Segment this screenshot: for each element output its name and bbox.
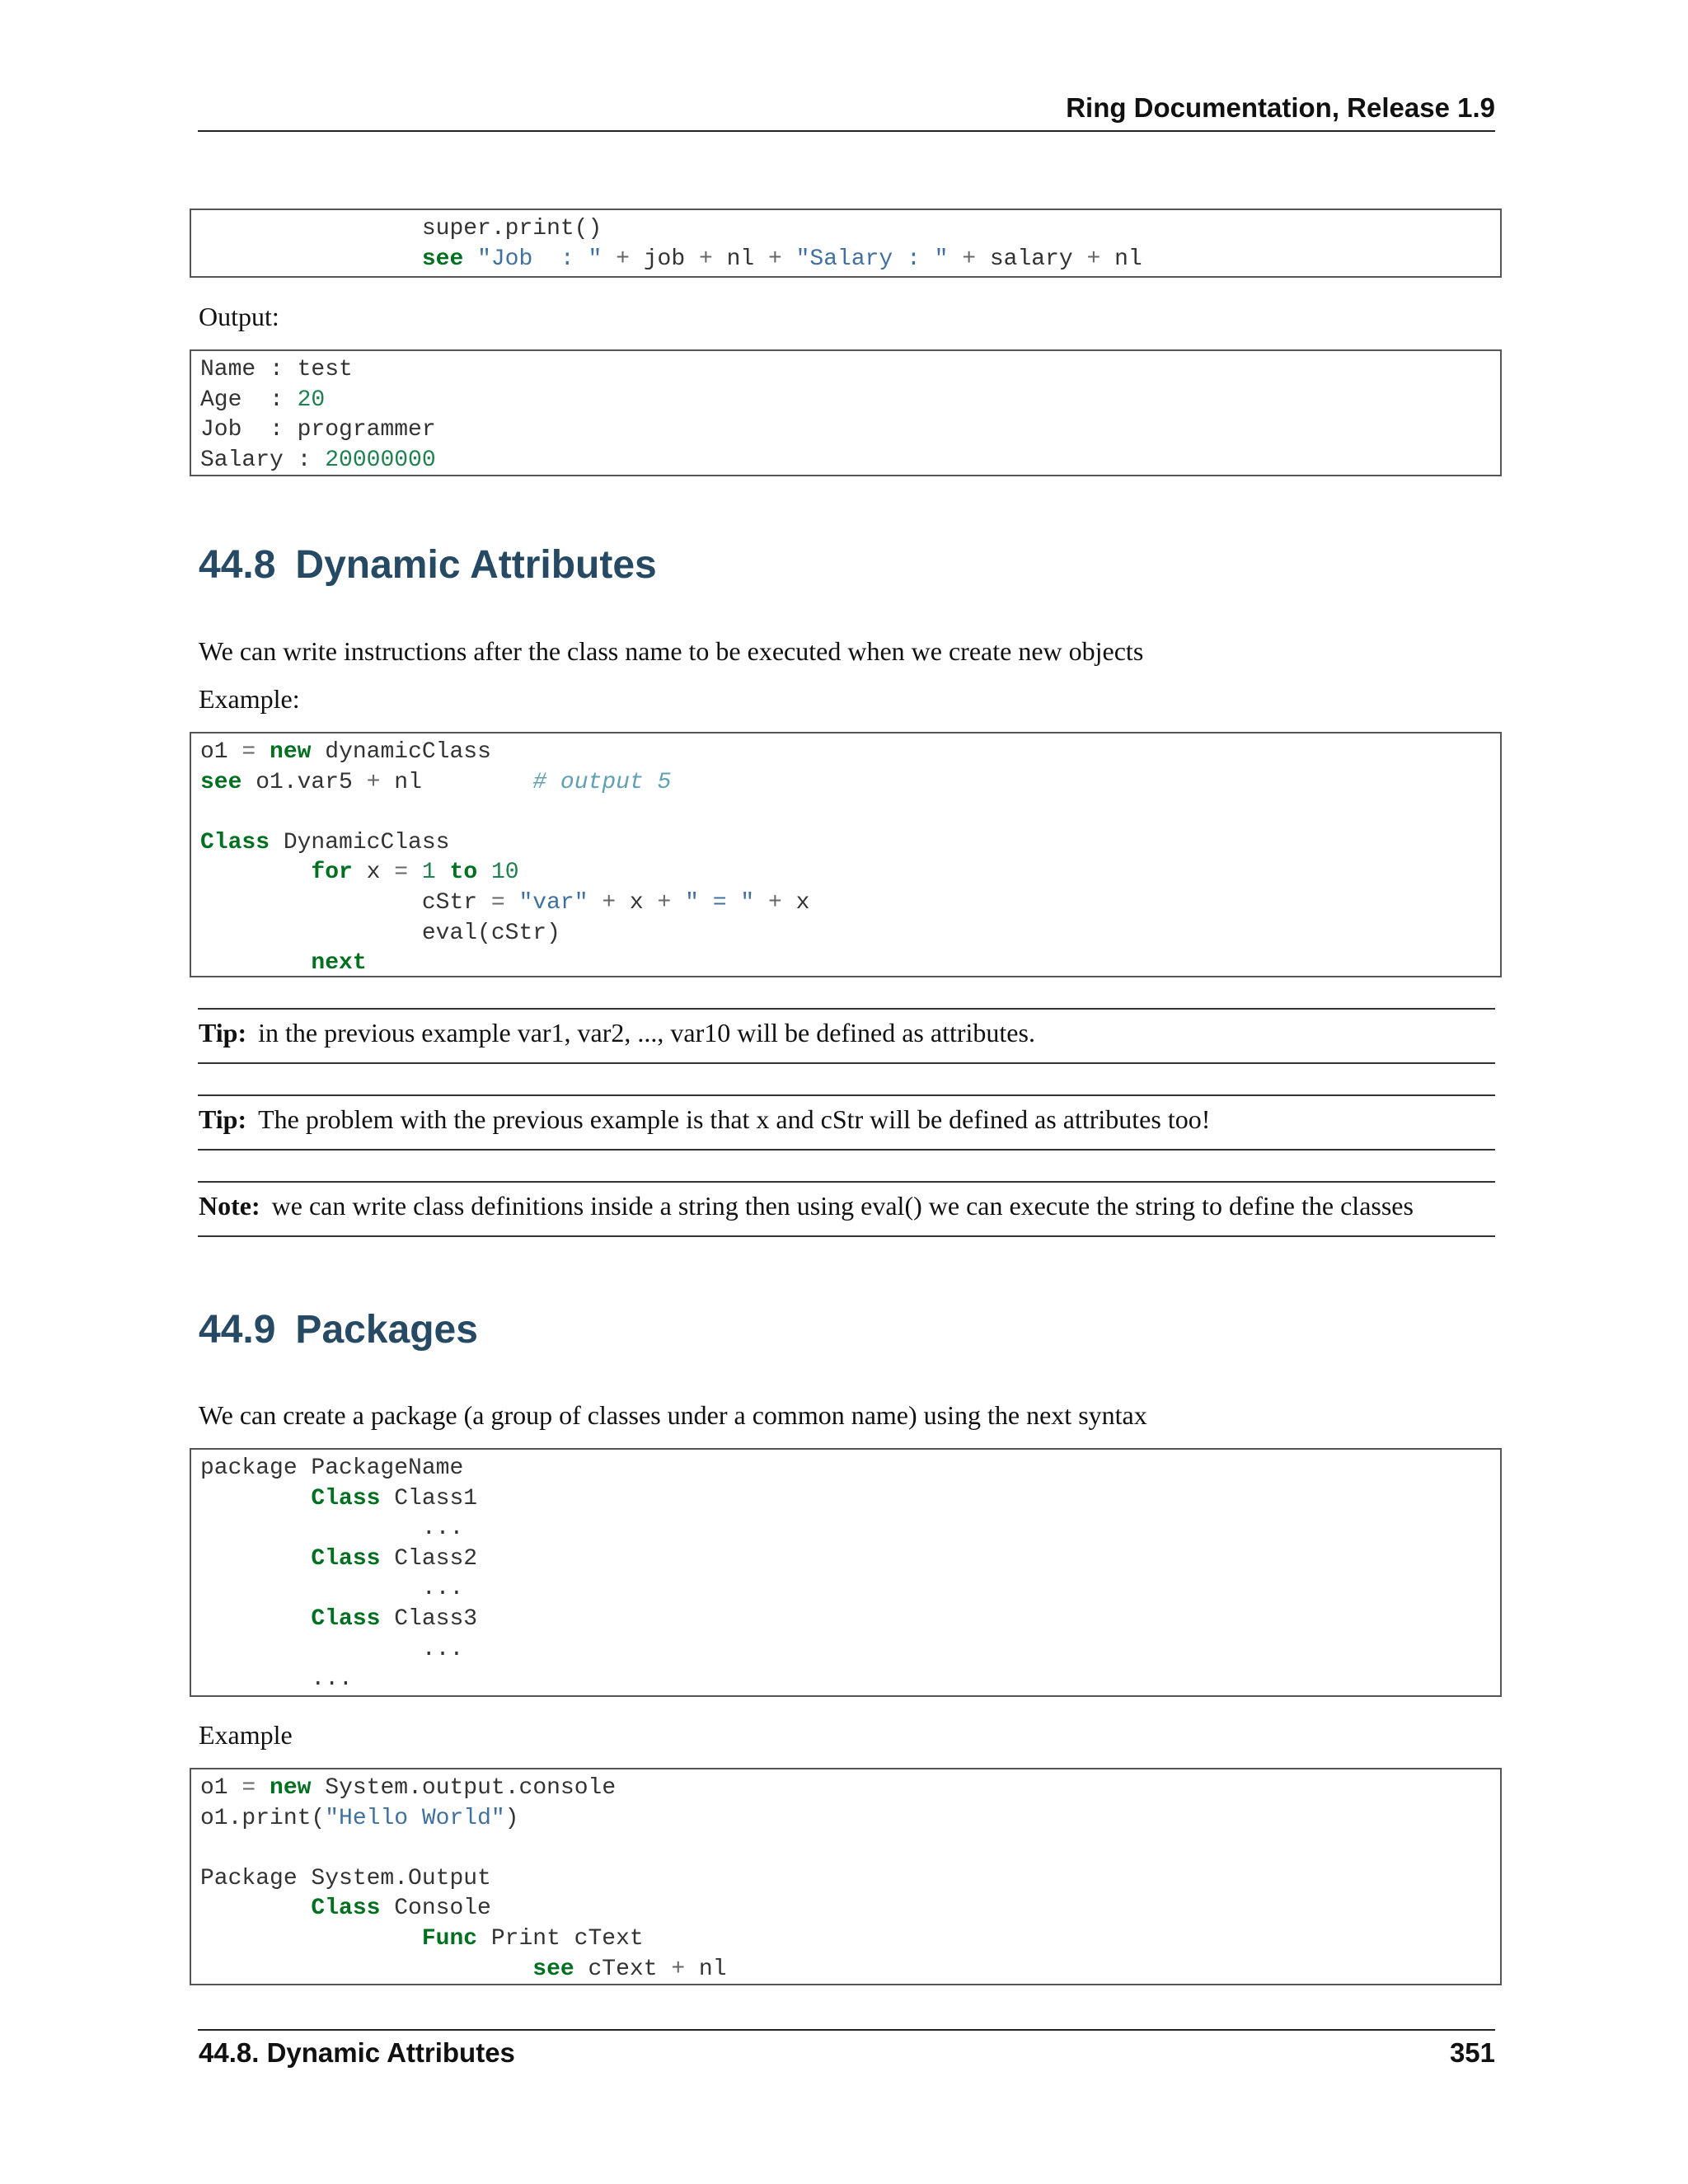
section-heading-44-8 xyxy=(199,542,657,588)
code-block-print-continuation: super.print() see "Job : " + job + nl + "Salary : " + salary + nl xyxy=(190,209,1502,278)
example-label: Example xyxy=(199,1720,293,1750)
admonition-label: Note: xyxy=(199,1191,260,1221)
admonition-label: Tip: xyxy=(199,1104,247,1134)
section-intro: We can write instructions after the class name to be executed when we create new objects xyxy=(199,636,1144,666)
section-number: 44.9 xyxy=(199,1308,276,1352)
code-block-dynamic-class: o1 = new dynamicClass see o1.var5 + nl # output 5 Class DynamicClass for x = 1 to 10 cStr = "var" + x + " = " + x eval(cStr) next xyxy=(190,732,1502,977)
header-rule xyxy=(198,130,1495,132)
example-label: Example: xyxy=(199,684,300,714)
page-number: 351 xyxy=(1449,2037,1495,2068)
footer-section: 44.8. Dynamic Attributes xyxy=(199,2037,515,2068)
tip-admonition xyxy=(198,1008,1495,1064)
tip-admonition xyxy=(198,1094,1495,1151)
output-label: Output: xyxy=(199,302,279,331)
section-heading-44-9 xyxy=(199,1307,478,1352)
admonition-text: The problem with the previous example is that x and cStr will be defined as attributes too! xyxy=(258,1104,1211,1134)
running-header: Ring Documentation, Release 1.9 xyxy=(1066,92,1495,123)
section-number: 44.8 xyxy=(199,543,276,587)
footer-rule xyxy=(198,2029,1495,2031)
section-title: Dynamic Attributes xyxy=(295,543,657,587)
section-intro: We can create a package (a group of classes under a common name) using the next syntax xyxy=(199,1400,1147,1430)
admonition-label: Tip: xyxy=(199,1018,247,1047)
code-block-package-example: o1 = new System.output.console o1.print("Hello World") Package System.Output Class Console Func Print cText see cText + nl xyxy=(190,1768,1502,1985)
admonition-text: in the previous example var1, var2, ..., var10 will be defined as attributes. xyxy=(258,1018,1035,1047)
code-block-output: Name : test Age : 20 Job : programmer Salary : 20000000 xyxy=(190,349,1502,476)
note-admonition xyxy=(198,1181,1495,1237)
code-block-package-syntax: package PackageName Class Class1 ... Class Class2 ... Class Class3 ... ... xyxy=(190,1448,1502,1697)
section-title: Packages xyxy=(295,1308,478,1352)
admonition-text: we can write class definitions inside a string then using eval() we can execute the string to define the classes xyxy=(271,1191,1414,1221)
